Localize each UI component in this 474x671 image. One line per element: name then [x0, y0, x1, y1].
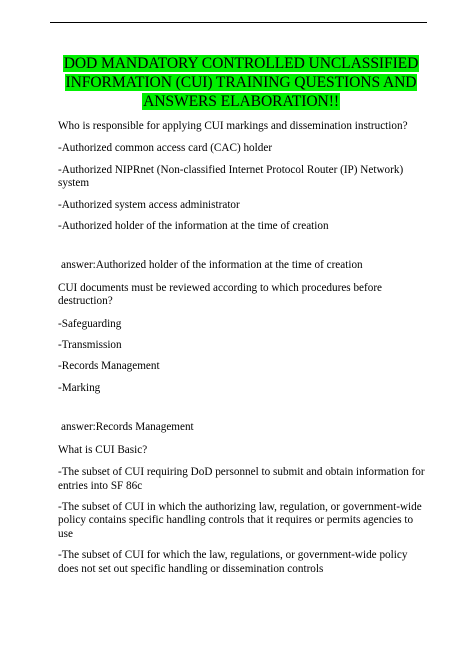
question-text: CUI documents must be reviewed according to which procedures before destruction? — [58, 281, 383, 308]
answer-option: -Authorized system access administrator — [58, 198, 240, 211]
answer-option: -Transmission — [58, 339, 122, 352]
document-title — [57, 54, 425, 111]
answer-option: -Authorized NIPRnet (Non-classified Internet Protocol Router (IP) Network) system — [58, 163, 404, 190]
header-rule — [50, 22, 427, 23]
document-title-text: DOD MANDATORY CONTROLLED UNCLASSIFIED INFORMATION (CUI) TRAINING QUESTIONS AND ANSWERS ELABORATION!! — [63, 55, 419, 110]
answer-option: -The subset of CUI for which the law, regulations, or government-wide policy does not set out specific handling or dissemination controls — [58, 549, 408, 575]
answer-text: answer:Records Management — [61, 421, 194, 434]
answer-option: -Safeguarding — [58, 317, 122, 330]
question-text: What is CUI Basic? — [58, 443, 148, 456]
answer-option: -The subset of CUI in which the authorizing law, regulation, or government-wide policy contains specific handling controls that it requires or permits agencies to use — [58, 500, 422, 540]
document-content — [58, 120, 430, 584]
answer-text: answer:Authorized holder of the information at the time of creation — [61, 259, 363, 272]
question-text: Who is responsible for applying CUI markings and dissemination instruction? — [58, 120, 408, 132]
answer-option: -Authorized common access card (CAC) holder — [58, 142, 273, 155]
answer-option: -Authorized holder of the information at the time of creation — [58, 220, 329, 233]
answer-option: -Marking — [58, 381, 101, 394]
answer-option: -The subset of CUI requiring DoD personnel to submit and obtain information for entries into SF 86c — [58, 466, 425, 492]
answer-option: -Records Management — [58, 360, 160, 373]
